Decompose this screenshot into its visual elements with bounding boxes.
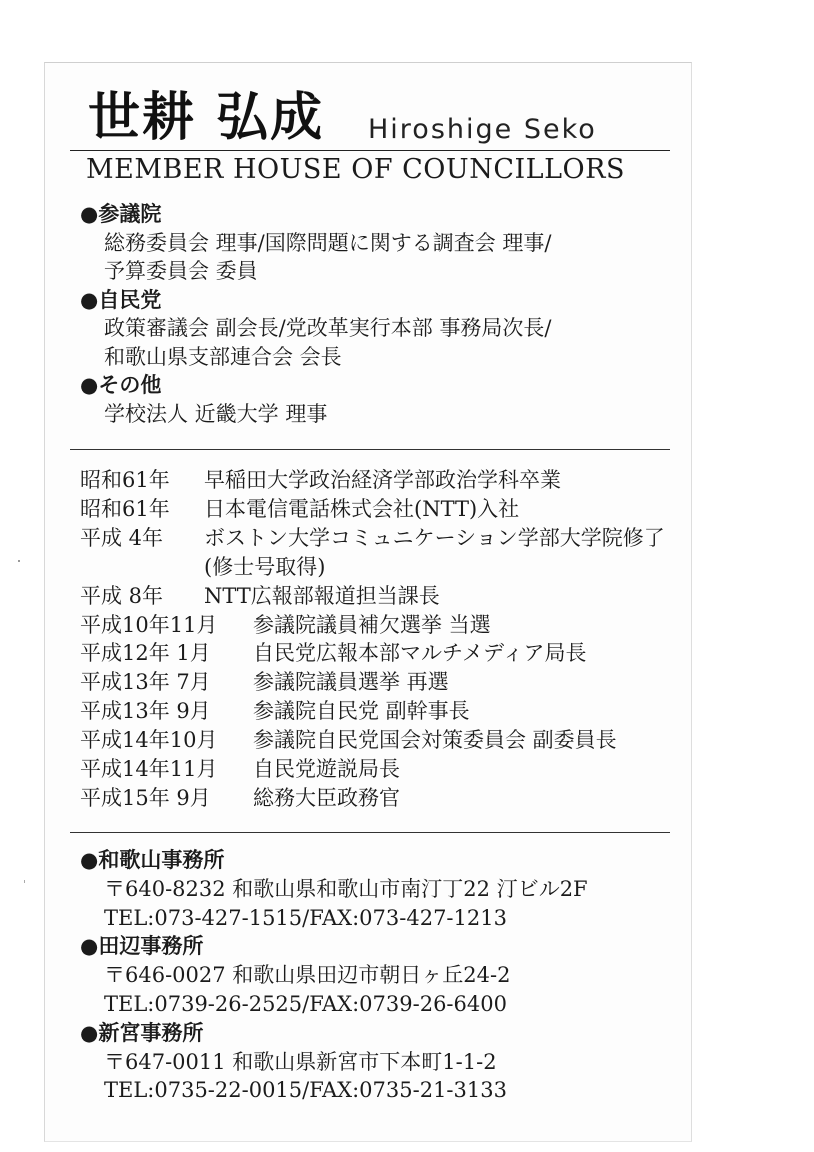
office-address: 〒640-8232 和歌山県和歌山市南汀丁22 汀ビル2F xyxy=(104,876,588,901)
career-row xyxy=(80,553,665,582)
career-date: 平成 8年 xyxy=(80,583,164,608)
scan-speck xyxy=(18,560,20,562)
career-text: ボストン大学コミュニケーション学部大学院修了 xyxy=(204,525,665,550)
career-date: 平成13年 7月 xyxy=(80,670,211,695)
career-row xyxy=(80,524,665,553)
header-divider xyxy=(70,150,670,151)
career-date: 昭和61年 xyxy=(80,468,170,492)
career-row xyxy=(80,495,665,524)
office-heading: ●和歌山事務所 xyxy=(80,847,225,872)
career-date: 平成15年 9月 xyxy=(80,785,211,810)
office-phone: TEL:0735-22-0015/FAX:0735-21-3133 xyxy=(104,1078,507,1103)
career-date: 平成12年 1月 xyxy=(80,641,211,666)
role-line: 和歌山県支部連合会 会長 xyxy=(104,344,342,369)
role-heading: ●自民党 xyxy=(80,286,162,312)
career-text: 早稲田大学政治経済学部政治学科卒業 xyxy=(204,468,561,492)
office-heading: ●新宮事務所 xyxy=(80,1019,204,1045)
career-section xyxy=(80,466,665,813)
office-phone: TEL:073-427-1515/FAX:073-427-1213 xyxy=(104,905,507,930)
career-row xyxy=(80,755,665,784)
career-text: NTT広報部報道担当課長 xyxy=(204,583,440,608)
role-heading: ●参議院 xyxy=(80,201,162,226)
role-line: 総務委員会 理事/国際問題に関する調査会 理事/ xyxy=(104,230,552,255)
career-row xyxy=(80,466,665,495)
career-date: 昭和61年 xyxy=(80,496,170,521)
career-row xyxy=(80,697,665,726)
career-date: 平成10年11月 xyxy=(80,612,218,637)
career-text: 日本電信電話株式会社(NTT)入社 xyxy=(204,496,520,521)
office-address: 〒647-0011 和歌山県新宮市下本町1-1-2 xyxy=(104,1049,497,1074)
career-text: 参議院自民党 副幹事長 xyxy=(253,699,470,724)
career-date: 平成14年11月 xyxy=(80,757,218,782)
roles-section xyxy=(80,200,552,428)
career-text: 参議院自民党国会対策委員会 副委員長 xyxy=(253,728,617,753)
scan-speck xyxy=(24,880,25,883)
career-row xyxy=(80,726,665,755)
career-text: (修士号取得) xyxy=(204,554,326,579)
career-date: 平成13年 9月 xyxy=(80,699,211,724)
career-date: 平成 4年 xyxy=(80,525,164,550)
career-text: 総務大臣政務官 xyxy=(253,785,400,810)
career-text: 参議院議員選挙 再選 xyxy=(253,670,449,695)
section-divider xyxy=(70,449,670,450)
career-text: 自民党広報本部マルチメディア局長 xyxy=(253,641,587,666)
position-title: MEMBER HOUSE OF COUNCILLORS xyxy=(86,154,625,185)
career-row xyxy=(80,784,665,813)
role-heading: ●その他 xyxy=(80,372,162,397)
career-row xyxy=(80,639,665,668)
office-heading: ●田辺事務所 xyxy=(80,933,204,959)
role-line: 予算委員会 委員 xyxy=(104,259,258,283)
role-line: 政策審議会 副会長/党改革実行本部 事務局次長/ xyxy=(104,316,552,340)
career-row xyxy=(80,668,665,697)
name-japanese: 世耕 弘成 xyxy=(88,88,325,148)
office-phone: TEL:0739-26-2525/FAX:0739-26-6400 xyxy=(104,991,507,1016)
career-text: 自民党遊説局長 xyxy=(253,757,400,782)
career-text: 参議院議員補欠選挙 当選 xyxy=(253,612,491,637)
role-line: 学校法人 近畿大学 理事 xyxy=(104,401,328,426)
career-row xyxy=(80,611,665,640)
name-romanized: Hiroshige Seko xyxy=(368,114,597,145)
section-divider xyxy=(70,832,670,833)
career-date: 平成14年10月 xyxy=(80,728,218,753)
career-row xyxy=(80,582,665,611)
offices-section xyxy=(80,846,588,1105)
office-address: 〒646-0027 和歌山県田辺市朝日ヶ丘24-2 xyxy=(104,963,511,988)
